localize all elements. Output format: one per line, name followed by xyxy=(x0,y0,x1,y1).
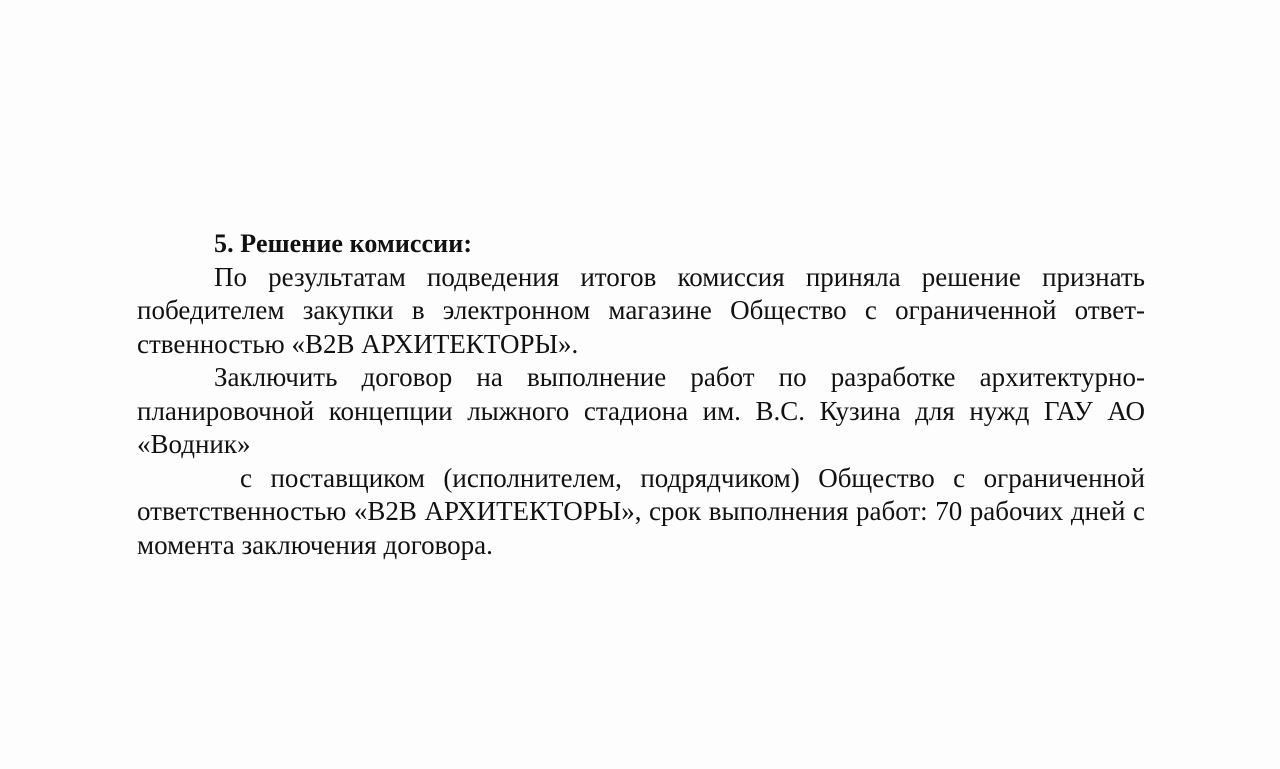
decision-paragraph: По результатам подведения итогов комиссия приняла решение признать победителем закупки в электронном магазине Общество с ограниченной ответ-ственностью «B2B АРХИТЕКТОРЫ». xyxy=(137,261,1145,359)
document-body xyxy=(137,227,1145,562)
section-heading: 5. Решение комиссии: xyxy=(214,229,473,258)
supplier-paragraph: с поставщиком (исполнителем, подрядчиком) Общество с ограниченной ответственностью «B2B АРХИТЕКТОРЫ», срок выполнения работ: 70 рабочих дней с момента заключения договора. xyxy=(137,462,1145,560)
contract-paragraph: Заключить договор на выполнение работ по разработке архитектурно-планировочной концепции лыжного стадиона им. В.С. Кузина для нужд ГАУ АО «Водник» xyxy=(137,362,1145,459)
